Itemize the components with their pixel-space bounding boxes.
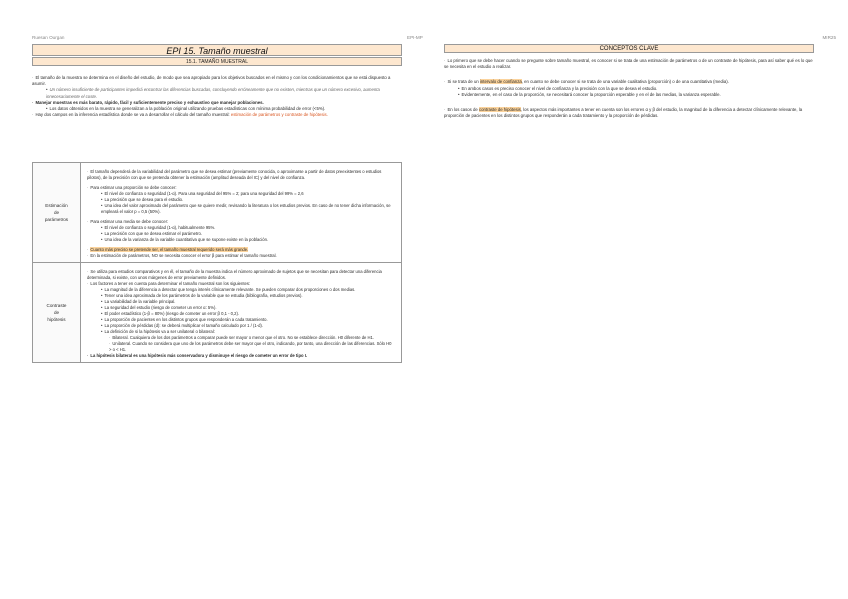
row-head-line: hipótesis: [47, 317, 66, 322]
header-right: MIR25: [822, 35, 836, 40]
cc-1: · Lo primero que se debe hacer cuando se pregunte sobre tamaño muestral, es conocer si se trata de una estimación de parámetros o de un contraste de hipótesis, para así saber qué es lo que se necesita en el estudio a realizar.: [444, 58, 814, 70]
con-last: · La hipótesis bilateral es una hipótesis más conservadora y disminuye el riesgo de cometer un error de tipo I.: [87, 353, 395, 359]
cc-3: [444, 107, 814, 119]
cc-2c: , en cuanto se debe conocer si se trata de una variable cualitativa (proporción) o de una cuantitativa (media).: [521, 79, 729, 85]
con-f1: • La magnitud de la diferencia a detectar que tenga interés clínicamente relevante. Se pueden comparar dos proporciones o dos medias.: [87, 287, 395, 293]
est-highlight: Cuanto más preciso se pretende ser, el tamaño muestral requerido será más grande.: [90, 247, 249, 252]
conceptos-title: CONCEPTOS CLAVE: [444, 44, 814, 53]
cc-3c: , los aspectos más importantes a tener en cuenta son los errores α y β del estudio, la magnitud de la diferencia a detectar clínicamente relevante, la proporción de pacientes en los distintos grupos que responderán a cada tratamiento y la proporción de pérdidas.: [444, 107, 803, 119]
conceptos-block: [444, 58, 814, 119]
con-factors-head: · Los factores a tener en cuenta para determinar el tamaño muestral son los siguientes:: [87, 281, 395, 287]
table-row: [33, 163, 402, 263]
estimacion-cell: [81, 163, 402, 263]
est-media-3: • Una idea de la varianza de la variable cuantitativa que se supone existe en la población.: [87, 237, 395, 243]
con-f5: • El poder estadístico (1-β = 80%) (riesgo de cometer un error β 0,1 - 0,2).: [87, 311, 395, 317]
con-f4: • La seguridad del estudio (riesgo de cometer un error α: 5%).: [87, 305, 395, 311]
row-head-line: Contraste: [46, 303, 67, 308]
section-title: 15.1. TAMAÑO MUESTRAL: [32, 57, 402, 66]
est-p1: · El tamaño dependerá de la variabilidad del parámetro que se desea estimar (previamente conocida, o aproximarse a partir de datos preexistentes o estudios pilotos), de la precisión con que se pretenda obtener la estimación (amplitud deseada del IC) y del nivel de confianza.: [87, 169, 395, 181]
intro-p3a: Hay dos campos en la inferencia estadística donde se va a desarrollar el cálculo del tamaño muestral:: [35, 112, 231, 118]
intro-p2-sub: • Los datos obtenidos en la muestra se generalizan a la población original utilizando pruebas estadísticas con mínima probabilidad de error (<5%).: [32, 106, 402, 112]
intro-block: [32, 75, 402, 118]
intro-p3b: estimación de parámetros y contraste de hipótesis.: [230, 112, 328, 118]
cc-2b: intervalo de confianza: [479, 79, 522, 85]
intro-p1: · El tamaño de la muestra se determina en el diseño del estudio, de modo que sea apropiado para los objetivos buscados en el mismo y con los condicionamientos que se está dispuesto a asumir.: [32, 75, 402, 87]
cc-3b: contraste de hipótesis: [478, 107, 521, 113]
est-media-1: • El nivel de confianza o seguridad (1-α), habitualmente 95%.: [87, 225, 395, 231]
con-f6: • La proporción de pacientes en los distintos grupos que responderán a cada tratamiento.: [87, 317, 395, 323]
row-head-line: de: [53, 310, 60, 315]
row-head-line: Estimación: [45, 203, 68, 208]
est-media-2: • La precisión con que se desea estimar el parámetro.: [87, 231, 395, 237]
est-prop-2: • La precisión que se desea para el estudio.: [87, 197, 395, 203]
cc-2a: Si se trata de un: [447, 79, 480, 85]
row-head-contraste: [33, 263, 81, 363]
con-f8a: · Bilateral. Cualquiera de los dos parámetros a comparar puede ser mayor o menor que el otro. No se establece dirección. H0 diferente de H1.: [87, 335, 395, 341]
est-prop-head: · Para estimar una proporción se debe conocer:: [87, 185, 395, 191]
con-f8b: · Unilateral. Cuando se considera que uno de los parámetros debe ser mayor que el otro, indicando, por tanto, una dirección de las diferencias. Sólo H0 > o < H1.: [87, 341, 395, 353]
est-prop-3: • Una idea del valor aproximado del parámetro que se quiere medir, revisando la literatura o los estudios previos. En caso de no tener dicha información, se empleará el valor p = 0,5 (50%).: [87, 203, 395, 215]
con-f3: • La variabilidad de la variable principal.: [87, 299, 395, 305]
table-row: [33, 263, 402, 363]
est-prop-1: • El nivel de confianza o seguridad (1-α). Para una seguridad del 95% = 2; para una seguridad del 99% = 2,6: [87, 191, 395, 197]
size-table: [32, 162, 402, 363]
est-last: · En la estimación de parámetros, NO se necesita conocer el error β para estimar el tamaño muestral.: [87, 253, 395, 259]
con-f7: • La proporción de pérdidas (d): se deberá multiplicar el tamaño calculado por 1 / (1-d).: [87, 323, 395, 329]
header-middle: EPI-MP: [407, 35, 423, 40]
header-left: Ruesan Ourgan: [32, 35, 65, 40]
con-f2: • Tener una idea aproximada de los parámetros de la variable que se estudia (bibliografía, estudios previos).: [87, 293, 395, 299]
con-f8: • La definición de si la hipótesis va a ser unilateral o bilateral:: [87, 329, 395, 335]
cc-2-2: • Evidentemente, en el caso de la proporción, se necesitará conocer la proporción esperable y en el de las medias, la varianza esperable.: [444, 92, 814, 98]
row-head-line: parámetros: [44, 217, 69, 222]
con-p1: · Se utiliza para estudios comparativos y en él, el tamaño de la muestra indica el número aproximado de sujetos que se necesitan para detectar una diferencia determinada, si existe, con unos márgenes de error previamente definidos.: [87, 269, 395, 281]
cc-3a: En los casos de: [447, 107, 479, 113]
intro-p2: · Manejar muestras es más barato, rápido, fácil y suficientemente preciso y exhaustivo que manejar poblaciones.: [32, 100, 402, 106]
row-head-estimacion: [33, 163, 81, 263]
cc-2-1: • En ambos casos es preciso conocer el nivel de confianza y la precisión con la que se desea el estudio.: [444, 86, 814, 92]
row-head-line: de: [53, 210, 60, 215]
intro-p1-sub: • Un número insuficiente de participantes impedirá encontrar las diferencias buscadas, concluyendo erróneamente que no existen, mientras que un número excesivo, aumenta innecesariamente el coste.: [32, 87, 402, 99]
page-title: EPI 15. Tamaño muestral: [32, 44, 402, 56]
est-media-head: · Para estimar una media se debe conocer:: [87, 219, 395, 225]
intro-p3: [32, 112, 402, 118]
contraste-cell: [81, 263, 402, 363]
